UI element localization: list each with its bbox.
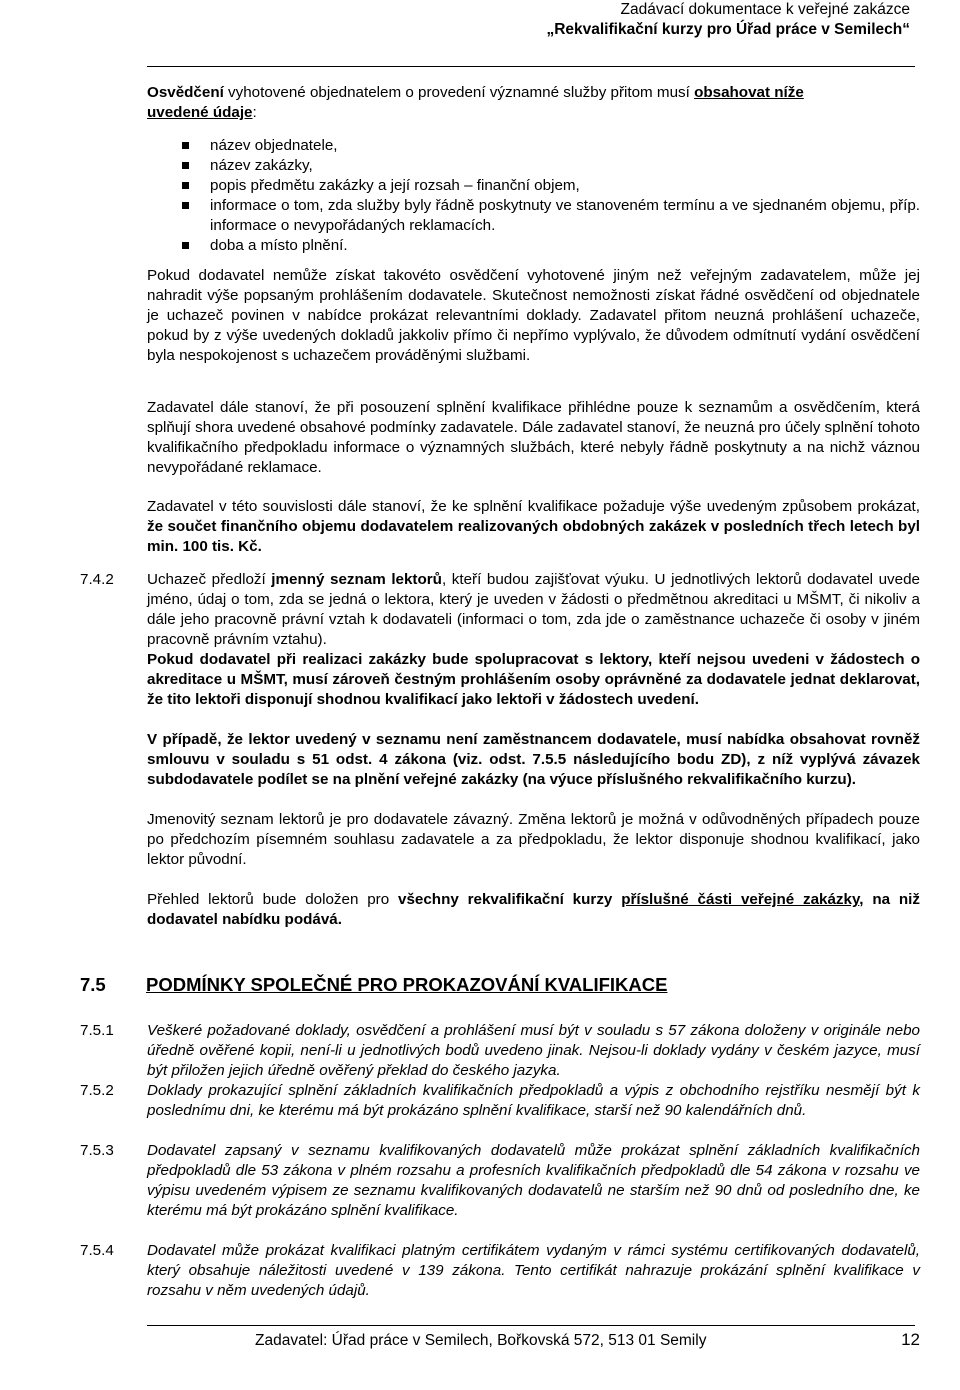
paragraph-1: Pokud dodavatel nemůže získat takovéto osvědčení vyhotovené jiným než veřejným zadavatelem, může jej nahradit výše popsaným prohlášením dodavatele. Skutečnost nemožnosti získat řádné osvědčení od objednatele je uchazeč povinen v nabídce prokázat relevantními doklady. Zadavatel přitom neuzná prohlášení uchazeče, pokud by z výše uvedených dokladů jakkoliv přímo či nepřímo vyplývalo, že důvodem odmítnutí vydání osvědčení byla nespokojenost s uchazečem prováděnými službami. [147, 267, 920, 364]
bullet-text: název objednatele, [210, 137, 338, 154]
bullet-item [210, 156, 920, 176]
intro-paragraph [147, 83, 919, 123]
header-line-1: Zadávací dokumentace k veřejné zakázce [620, 1, 910, 18]
intro-req-1: obsahovat níže [694, 84, 804, 101]
bullet-square-icon [182, 162, 189, 169]
item-742-t3a: Přehled lektorů bude doložen pro [147, 891, 398, 908]
bullet-item [210, 236, 920, 256]
bullet-text: doba a místo plnění. [210, 237, 348, 254]
item-742-t2: Jmenovitý seznam lektorů je pro dodavatele závazný. Změna lektorů je možná v odůvodněných případech pouze po předchozím písemném souhlasu zadavatele a za předpokladu, že lektor disponuje shodnou kvalifikací, jako lektor původní. [147, 811, 920, 868]
bullet-text: informace o tom, zda služby byly řádně poskytnuty ve stanoveném termínu a ve sjednaném objemu, příp. informace o nevypořádaných reklamacích. [210, 197, 920, 234]
intro-colon: : [252, 104, 257, 121]
bullet-text: název zakázky, [210, 157, 313, 174]
footer-text: Zadavatel: Úřad práce v Semilech, Bořkovská 572, 513 01 Semily [255, 1332, 707, 1349]
item-number: 7.5.4 [80, 1242, 114, 1259]
paragraph-3-bold: že součet finančního objemu dodavatelem realizovaných obdobných zakázek v posledních třech letech byl min. 100 tis. Kč. [147, 518, 920, 555]
section-number: 7.5 [80, 974, 106, 995]
bullet-square-icon [182, 182, 189, 189]
item-742-t1b: jmenný seznam lektorů [271, 571, 442, 588]
item-742-t1: Uchazeč předloží [147, 571, 272, 588]
section-title: PODMÍNKY SPOLEČNÉ PRO PROKAZOVÁNÍ KVALIFIKACE [146, 974, 668, 995]
bullet-item [210, 136, 920, 156]
intro-req-2: uvedené údaje [147, 104, 253, 121]
header-rule [147, 66, 915, 67]
bullet-square-icon [182, 242, 189, 249]
intro-mid: vyhotovené objednatelem o provedení významné služby přitom musí [223, 84, 695, 101]
item-742-t1c: , kteří budou zajišťovat výuku. U jednotlivých lektorů dodavatel uvede jméno, údaj o tom, zda se jedná o lektora, který je uveden v žádosti o předmětnou akreditaci u MŠMT, či nikoliv a dále jeho pracovně právní vztah k dodavateli (informaci o tom, zda jde o zaměstnance uchazeče či osoby v jiném pracovně právním vztahu). [147, 571, 920, 648]
item-742-bold-1: Pokud dodavatel při realizaci zakázky bude spolupracovat s lektory, kteří nejsou uvedeni v žádostech o akreditace u MŠMT, musí zároveň čestným prohlášením osoby oprávněné za dodavatele jednat deklarovat, že tito lektoři disponují shodnou kvalifikací jako lektoři v žádostech uvedení. [147, 651, 920, 708]
item-text: Dodavatel může prokázat kvalifikaci platným certifikátem vydaným v rámci systému certifikovaných dodavatelů, který obsahuje náležitosti uvedené v 139 zákona. Tento certifikát nahrazuje prokázání splnění kvalifikace v rozsahu v něm uvedených údajů. [147, 1242, 920, 1299]
item-742-t3d: , na niž dodavatel nabídku podává. [147, 891, 920, 928]
bullet-item [210, 196, 920, 236]
item-742-t3c: příslušné části veřejné zakázky [621, 891, 860, 908]
paragraph-2: Zadavatel dále stanoví, že při posouzení splnění kvalifikace přihlédne pouze k seznamům a osvědčením, která splňují shora uvedené obsahové podmínky zadavatele. Dále zadavatel stanoví, že neuzná pro účely splnění tohoto kvalifikačního předpokladu informace o významných službách, které nebyly řádně poskytnuty a na nichž váznou nevypořádané reklamace. [147, 399, 920, 476]
bullet-square-icon [182, 142, 189, 149]
item-number: 7.5.1 [80, 1022, 114, 1039]
item-742-bold-2: V případě, že lektor uvedený v seznamu není zaměstnancem dodavatele, musí nabídka obsahovat rovněž smlouvu v souladu s 51 odst. 4 zákona (viz. odst. 7.5.5 následujícího bodu ZD), z níž vyplývá závazek subdodavatele podílet se na plnění veřejné zakázky (na výuce příslušného rekvalifikačního kurzu). [147, 731, 920, 788]
page-number: 12 [901, 1330, 920, 1349]
paragraph-3-plain: Zadavatel v této souvislosti dále stanoví, že ke splnění kvalifikace požaduje výše uvedeným způsobem prokázat, [147, 498, 920, 515]
paragraph-3 [147, 497, 920, 557]
item-number-742: 7.4.2 [80, 571, 114, 588]
intro-lead: Osvědčení [147, 84, 224, 101]
item-742-t3b: všechny rekvalifikační kurzy [398, 891, 622, 908]
page-header [546, 0, 910, 40]
item-text: Doklady prokazující splnění základních kvalifikačních předpokladů a výpis z obchodního rejstříku nesmějí být k poslednímu dni, ke kterému má být prokázáno splnění kvalifikace, starší než 90 kalendářních dnů. [147, 1082, 920, 1119]
item-number: 7.5.2 [80, 1082, 114, 1099]
footer-rule [147, 1325, 915, 1326]
bullet-text: popis předmětu zakázky a její rozsah – finanční objem, [210, 177, 580, 194]
item-number: 7.5.3 [80, 1142, 114, 1159]
header-line-2: „Rekvalifikační kurzy pro Úřad práce v Semilech“ [546, 21, 910, 38]
item-text: Dodavatel zapsaný v seznamu kvalifikovaných dodavatelů může prokázat splnění základních kvalifikačních předpokladů dle 53 zákona v plném rozsahu a profesních kvalifikačních předpokladů dle 54 zákona v rozsahu ve výpisu uvedeném výpisem ze seznamu kvalifikovaných dodavatelů ne starším než 90 dnů od posledního dne, ke kterému má být prokázáno splnění kvalifikace. [147, 1142, 920, 1219]
bullet-item [210, 176, 920, 196]
item-742-t3 [147, 890, 920, 930]
item-742-text [147, 570, 920, 650]
item-text: Veškeré požadované doklady, osvědčení a prohlášení musí být v souladu s 57 zákona doloženy v originále nebo úředně ověřené kopii, není-li u jednotlivých bodů uvedeno jinak. Nejsou-li doklady vydány v českém jazyce, musí být přiložen jejich úředně ověřený překlad do českého jazyka. [147, 1022, 920, 1079]
bullet-square-icon [182, 202, 189, 209]
